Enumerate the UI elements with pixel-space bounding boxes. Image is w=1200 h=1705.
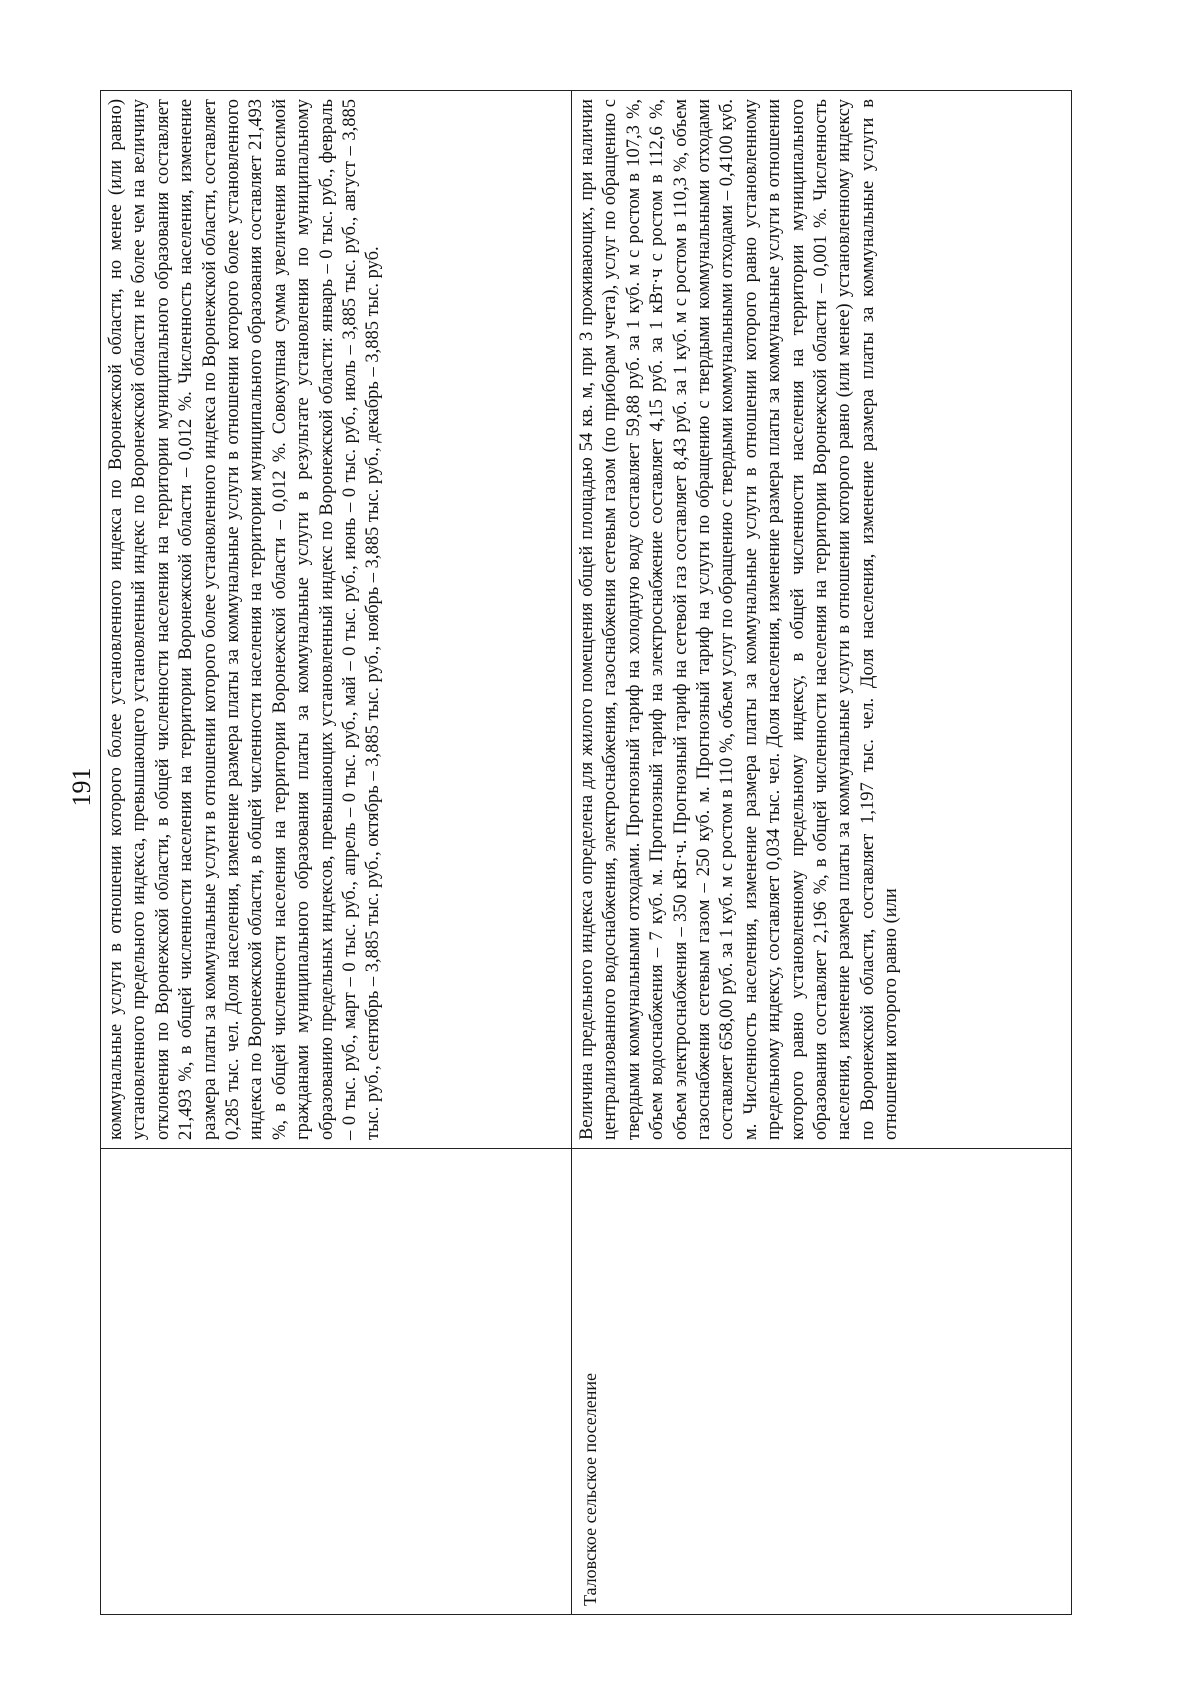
description-cell [572, 91, 1071, 1148]
municipality-cell: Таловское сельское поселение [572, 1148, 1071, 1614]
description-text: коммунальные услуги в отношении которого более установленного индекса по Воронежской области, но менее (или равно) установленного предельного индекса, превышающего установленный индекс по Воронежской области не более чем на величину отклонения по Воронежской области, в общей численности населения на территории муниципального образования составляет 21,493 %, в общей численности населения на территории Воронежской области – 0,012 %. Численность населения, изменение размера платы за коммунальные услуги в отношении которого более установленного индекса по Воронежской области, составляет 0,285 тыс. чел. Доля населения, изменение размера платы за коммунальные услуги в отношении которого более установленного индекса по Воронежской области, в общей численности населения на территории муниципального образования составляет 21,493 %, в общей численности населения на территории Воронежской области – 0,012 %. Совокупная сумма увеличения вносимой гражданами муниципального образования платы за коммунальные услуги в результате установления по муниципальному образованию предельных индексов, превышающих установленный индекс по Воронежской области: январь – 0 тыс. руб., февраль – 0 тыс. руб., март – 0 тыс. руб., апрель – 0 тыс. руб., май – 0 тыс. руб., июнь – 0 тыс. руб., июль – 3,885 тыс. руб., август – 3,885 тыс. руб., сентябрь – 3,885 тыс. руб., октябрь – 3,885 тыс. руб., ноябрь – 3,885 тыс. руб., декабрь – 3,885 тыс. руб. [106, 99, 384, 1140]
description-cell [101, 91, 571, 1148]
table-row [101, 91, 571, 1614]
page-number: 191 [67, 767, 96, 807]
tariff-table [100, 90, 1072, 1615]
municipality-cell [101, 1148, 571, 1614]
description-text: Величина предельного индекса определена для жилого помещения общей площадью 54 кв. м, при 3 проживающих, при наличии централизованного водоснабжения, электроснабжения, газоснабжения сетевым газом (по приборам учета), услуг по обращению с твердыми коммунальными отходами. Прогнозный тариф на холодную воду составляет 59,88 руб. за 1 куб. м с ростом в 107,3 %, объем водоснабжения – 7 куб. м. Прогнозный тариф на электроснабжение составляет 4,15 руб. за 1 кВт·ч с ростом в 112,6 %, объем электроснабжения – 350 кВт·ч. Прогнозный тариф на сетевой газ составляет 8,43 руб. за 1 куб. м с ростом в 110,3 %, объем газоснабжения сетевым газом – 250 куб. м. Прогнозный тариф на услуги по обращению с твердыми коммунальными отходами составляет 658,00 руб. за 1 куб. м с ростом в 110 %, объем услуг по обращению с твердыми коммунальными отходами – 0,4100 куб. м. Численность населения, изменение размера платы за коммунальные услуги в отношении которого равно установленному предельному индексу, составляет 0,034 тыс. чел. Доля населения, изменение размера платы за коммунальные услуги в отношении которого равно установленному предельному индексу, в общей численности населения на территории муниципального образования составляет 2,196 %, в общей численности населения на территории Воронежской области – 0,001 %. Численность населения, изменение размера платы за коммунальные услуги в отношении которого равно (или менее) установленному индексу по Воронежской области, составляет 1,197 тыс. чел. Доля населения, изменение размера платы за коммунальные услуги в отношении которого равно (или [577, 99, 902, 1140]
table-row [571, 91, 1071, 1614]
